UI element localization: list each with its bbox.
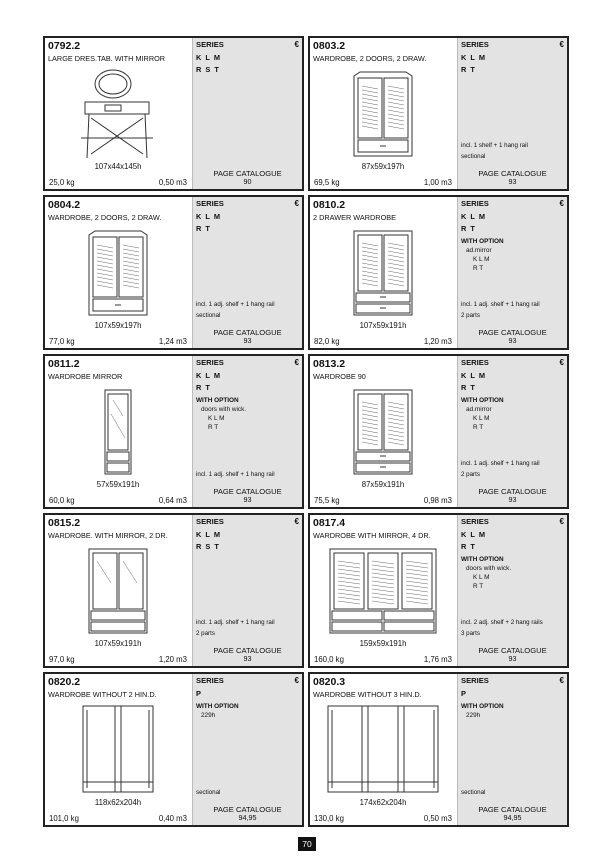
- page-catalogue-label: PAGE CATALOGUE: [478, 487, 547, 496]
- product-code: 0820.2: [48, 676, 81, 688]
- page-catalogue-label: PAGE CATALOGUE: [478, 169, 547, 178]
- product-series-panel: [457, 674, 567, 825]
- page-number: 70: [298, 837, 316, 851]
- product-card: [43, 513, 304, 668]
- note-line: incl. 1 adj. shelf + 1 hang rail: [196, 471, 275, 478]
- series-list: [461, 52, 486, 76]
- page-catalogue: [458, 488, 567, 504]
- page-catalogue-label: PAGE CATALOGUE: [213, 487, 282, 496]
- product-note: [196, 299, 275, 321]
- euro-icon: €: [559, 517, 564, 526]
- page-catalogue-label: PAGE CATALOGUE: [213, 646, 282, 655]
- product-series-panel: [192, 515, 302, 666]
- page-catalogue: [458, 647, 567, 663]
- option-block: [461, 555, 511, 591]
- euro-icon: €: [559, 40, 564, 49]
- dressing-table-icon: [55, 66, 181, 162]
- product-series-panel: [192, 356, 302, 507]
- page-catalogue-number: 90: [243, 177, 252, 186]
- series-list: [461, 688, 467, 700]
- product-card: [308, 672, 569, 827]
- option-desc: ad.mirror: [466, 247, 492, 254]
- note-line: sectional: [461, 789, 486, 796]
- series-list: [461, 529, 486, 553]
- note-line: incl. 1 adj. shelf + 1 hang rail: [196, 619, 275, 626]
- option-series-line: R T: [473, 265, 484, 272]
- page-catalogue: [193, 647, 302, 663]
- product-note: [461, 617, 543, 639]
- option-block: [461, 237, 504, 273]
- product-note: [461, 458, 540, 480]
- product-code: 0792.2: [48, 40, 81, 52]
- product-card: [43, 672, 304, 827]
- product-volume: 0,50 m3: [158, 178, 187, 187]
- product-note: [461, 140, 528, 162]
- euro-icon: €: [294, 517, 299, 526]
- page-catalogue-label: PAGE CATALOGUE: [213, 169, 282, 178]
- page-catalogue-label: PAGE CATALOGUE: [478, 805, 547, 814]
- series-line: K L M: [196, 530, 221, 539]
- option-block: [461, 702, 504, 720]
- series-list: [196, 370, 221, 394]
- product-info: [310, 674, 456, 825]
- product-info: [310, 356, 456, 507]
- series-line: R T: [196, 224, 211, 233]
- product-name: LARGE DRES.TAB. WITH MIRROR: [48, 54, 166, 63]
- product-card: [308, 513, 569, 668]
- product-dimensions: 87x59x197h: [361, 162, 405, 171]
- series-line: R T: [196, 383, 211, 392]
- euro-icon: €: [294, 676, 299, 685]
- option-series-line: K L M: [208, 415, 225, 422]
- product-info: [45, 197, 191, 348]
- page-catalogue: [193, 170, 302, 186]
- page-catalogue-label: PAGE CATALOGUE: [213, 805, 282, 814]
- note-line: 2 parts: [461, 471, 480, 478]
- product-name: WARDROBE WITH MIRROR, 4 DR.: [313, 531, 431, 540]
- product-note: [461, 787, 485, 798]
- product-name: 2 DRAWER WARDROBE: [313, 213, 396, 222]
- note-line: incl. 1 adj. shelf + 1 hang rail: [461, 301, 540, 308]
- page-catalogue: [458, 170, 567, 186]
- wardrobe-2-drawer-icon: [320, 225, 446, 321]
- page-catalogue-number: 93: [243, 654, 252, 663]
- product-note: [461, 299, 540, 321]
- product-series-panel: [457, 38, 567, 189]
- series-heading: SERIES: [461, 358, 489, 367]
- product-name: WARDROBE. WITH MIRROR, 2 DR.: [48, 531, 168, 540]
- series-line: K L M: [461, 53, 486, 62]
- series-heading: SERIES: [196, 40, 224, 49]
- product-volume: 1,00 m3: [423, 178, 452, 187]
- option-desc: doors with wick.: [201, 406, 247, 413]
- product-code: 0810.2: [313, 199, 346, 211]
- page-catalogue-number: 93: [243, 336, 252, 345]
- product-series-panel: [457, 356, 567, 507]
- product-series-panel: [457, 515, 567, 666]
- product-series-panel: [192, 197, 302, 348]
- product-weight: 25,0 kg: [49, 178, 75, 187]
- option-block: [196, 702, 239, 720]
- with-option-label: WITH OPTION: [196, 703, 239, 710]
- series-line: K L M: [461, 530, 486, 539]
- product-name: WARDROBE 90: [313, 372, 366, 381]
- wardrobe-mirror-icon: [55, 384, 181, 480]
- option-desc: doors with wick.: [466, 565, 512, 572]
- product-weight: 130,0 kg: [314, 814, 344, 823]
- wardrobe-2-drawer-icon: [320, 384, 446, 480]
- product-code: 0813.2: [313, 358, 346, 370]
- series-line: K L M: [196, 53, 221, 62]
- page-catalogue: [193, 329, 302, 345]
- note-line: 2 parts: [196, 630, 215, 637]
- with-option-label: WITH OPTION: [461, 703, 504, 710]
- option-block: [196, 396, 246, 432]
- note-line: sectional: [196, 789, 221, 796]
- product-code: 0815.2: [48, 517, 81, 529]
- note-line: incl. 1 adj. shelf + 1 hang rail: [461, 460, 540, 467]
- product-dimensions: 174x62x204h: [359, 798, 407, 807]
- product-card: [43, 195, 304, 350]
- page-catalogue-number: 93: [508, 336, 517, 345]
- open-frame-3-icon: [320, 702, 446, 798]
- euro-icon: €: [294, 40, 299, 49]
- product-volume: 1,76 m3: [423, 655, 452, 664]
- option-series-line: K L M: [473, 574, 490, 581]
- option-series-line: K L M: [473, 256, 490, 263]
- series-line: R T: [461, 65, 476, 74]
- product-weight: 160,0 kg: [314, 655, 344, 664]
- product-weight: 69,5 kg: [314, 178, 340, 187]
- product-series-panel: [457, 197, 567, 348]
- product-dimensions: 107x59x191h: [94, 639, 142, 648]
- product-volume: 0,40 m3: [158, 814, 187, 823]
- euro-icon: €: [294, 358, 299, 367]
- option-block: [461, 396, 504, 432]
- page-catalogue-label: PAGE CATALOGUE: [213, 328, 282, 337]
- product-dimensions: 107x44x145h: [94, 162, 142, 171]
- euro-icon: €: [559, 358, 564, 367]
- series-list: [461, 370, 486, 394]
- product-weight: 82,0 kg: [314, 337, 340, 346]
- product-dimensions: 87x59x191h: [361, 480, 405, 489]
- product-info: [45, 515, 191, 666]
- with-option-label: WITH OPTION: [196, 397, 239, 404]
- product-dimensions: 159x59x191h: [359, 639, 407, 648]
- series-heading: SERIES: [461, 517, 489, 526]
- product-dimensions: 57x59x191h: [96, 480, 140, 489]
- option-series-line: R T: [208, 424, 219, 431]
- product-card: [308, 36, 569, 191]
- option-series-line: R T: [473, 424, 484, 431]
- series-line: R T: [461, 542, 476, 551]
- page-catalogue-number: 93: [508, 177, 517, 186]
- wardrobe-2-door-drawer-icon: [320, 66, 446, 162]
- series-line: R T: [461, 224, 476, 233]
- wardrobe-3-door-4-drawer-icon: [320, 543, 446, 639]
- series-heading: SERIES: [461, 676, 489, 685]
- product-note: [196, 617, 275, 639]
- series-line: K L M: [196, 212, 221, 221]
- series-list: [196, 688, 202, 700]
- product-card: [43, 354, 304, 509]
- option-desc: 229h: [201, 712, 216, 719]
- page-catalogue-number: 94,95: [238, 813, 257, 822]
- series-list: [196, 52, 221, 76]
- wardrobe-mirror-2-drawer-icon: [55, 543, 181, 639]
- product-name: WARDROBE WITHOUT 3 HIN.D.: [313, 690, 422, 699]
- series-heading: SERIES: [196, 358, 224, 367]
- series-line: P: [461, 689, 467, 698]
- series-line: R T: [461, 383, 476, 392]
- series-list: [461, 211, 486, 235]
- series-heading: SERIES: [196, 676, 224, 685]
- with-option-label: WITH OPTION: [461, 556, 504, 563]
- product-code: 0817.4: [313, 517, 346, 529]
- product-weight: 60,0 kg: [49, 496, 75, 505]
- note-line: sectional: [461, 153, 486, 160]
- product-card: [308, 195, 569, 350]
- series-heading: SERIES: [461, 40, 489, 49]
- with-option-label: WITH OPTION: [461, 397, 504, 404]
- note-line: sectional: [196, 312, 221, 319]
- product-series-panel: [192, 38, 302, 189]
- product-weight: 77,0 kg: [49, 337, 75, 346]
- option-desc: ad.mirror: [466, 406, 492, 413]
- product-info: [310, 515, 456, 666]
- wardrobe-2-door-drawer-icon: [55, 225, 181, 321]
- note-line: incl. 2 adj. shelf + 2 hang rails: [461, 619, 543, 626]
- product-name: WARDROBE, 2 DOORS, 2 DRAW.: [48, 213, 162, 222]
- page-catalogue: [458, 806, 567, 822]
- page-catalogue-label: PAGE CATALOGUE: [478, 646, 547, 655]
- product-name: WARDROBE, 2 DOORS, 2 DRAW.: [313, 54, 427, 63]
- page-catalogue: [193, 488, 302, 504]
- product-volume: 0,98 m3: [423, 496, 452, 505]
- option-desc: 229h: [466, 712, 481, 719]
- euro-icon: €: [559, 676, 564, 685]
- page-catalogue-number: 93: [243, 495, 252, 504]
- series-line: P: [196, 689, 202, 698]
- product-volume: 0,50 m3: [423, 814, 452, 823]
- product-note: [196, 469, 275, 480]
- product-dimensions: 107x59x197h: [94, 321, 142, 330]
- product-dimensions: 107x59x191h: [359, 321, 407, 330]
- note-line: 2 parts: [461, 312, 480, 319]
- series-list: [196, 211, 221, 235]
- series-line: R S T: [196, 542, 220, 551]
- product-weight: 101,0 kg: [49, 814, 79, 823]
- series-line: K L M: [196, 371, 221, 380]
- product-code: 0820.3: [313, 676, 346, 688]
- series-line: K L M: [461, 212, 486, 221]
- option-series-line: R T: [473, 583, 484, 590]
- series-heading: SERIES: [196, 517, 224, 526]
- product-info: [310, 197, 456, 348]
- page-catalogue: [193, 806, 302, 822]
- product-series-panel: [192, 674, 302, 825]
- page-catalogue-number: 93: [508, 654, 517, 663]
- series-line: K L M: [461, 371, 486, 380]
- product-info: [45, 356, 191, 507]
- product-weight: 75,5 kg: [314, 496, 340, 505]
- product-name: WARDROBE MIRROR: [48, 372, 123, 381]
- product-info: [45, 38, 191, 189]
- page-catalogue-label: PAGE CATALOGUE: [478, 328, 547, 337]
- product-volume: 0,64 m3: [158, 496, 187, 505]
- note-line: incl. 1 adj. shelf + 1 hang rail: [196, 301, 275, 308]
- product-name: WARDROBE WITHOUT 2 HIN.D.: [48, 690, 157, 699]
- product-code: 0811.2: [48, 358, 80, 370]
- euro-icon: €: [294, 199, 299, 208]
- product-info: [45, 674, 191, 825]
- product-volume: 1,24 m3: [158, 337, 187, 346]
- note-line: 3 parts: [461, 630, 480, 637]
- page-catalogue-number: 93: [508, 495, 517, 504]
- product-volume: 1,20 m3: [423, 337, 452, 346]
- product-dimensions: 118x62x204h: [94, 798, 142, 807]
- product-weight: 97,0 kg: [49, 655, 75, 664]
- series-heading: SERIES: [196, 199, 224, 208]
- page-catalogue: [458, 329, 567, 345]
- option-series-line: K L M: [473, 415, 490, 422]
- product-code: 0804.2: [48, 199, 81, 211]
- product-note: [196, 787, 220, 798]
- note-line: incl. 1 shelf + 1 hang rail: [461, 142, 528, 149]
- product-code: 0803.2: [313, 40, 346, 52]
- product-volume: 1,20 m3: [158, 655, 187, 664]
- series-heading: SERIES: [461, 199, 489, 208]
- open-frame-2-icon: [55, 702, 181, 798]
- product-card: [308, 354, 569, 509]
- series-line: R S T: [196, 65, 220, 74]
- euro-icon: €: [559, 199, 564, 208]
- with-option-label: WITH OPTION: [461, 238, 504, 245]
- product-card: [43, 36, 304, 191]
- page-catalogue-number: 94,95: [503, 813, 522, 822]
- series-list: [196, 529, 221, 553]
- product-info: [310, 38, 456, 189]
